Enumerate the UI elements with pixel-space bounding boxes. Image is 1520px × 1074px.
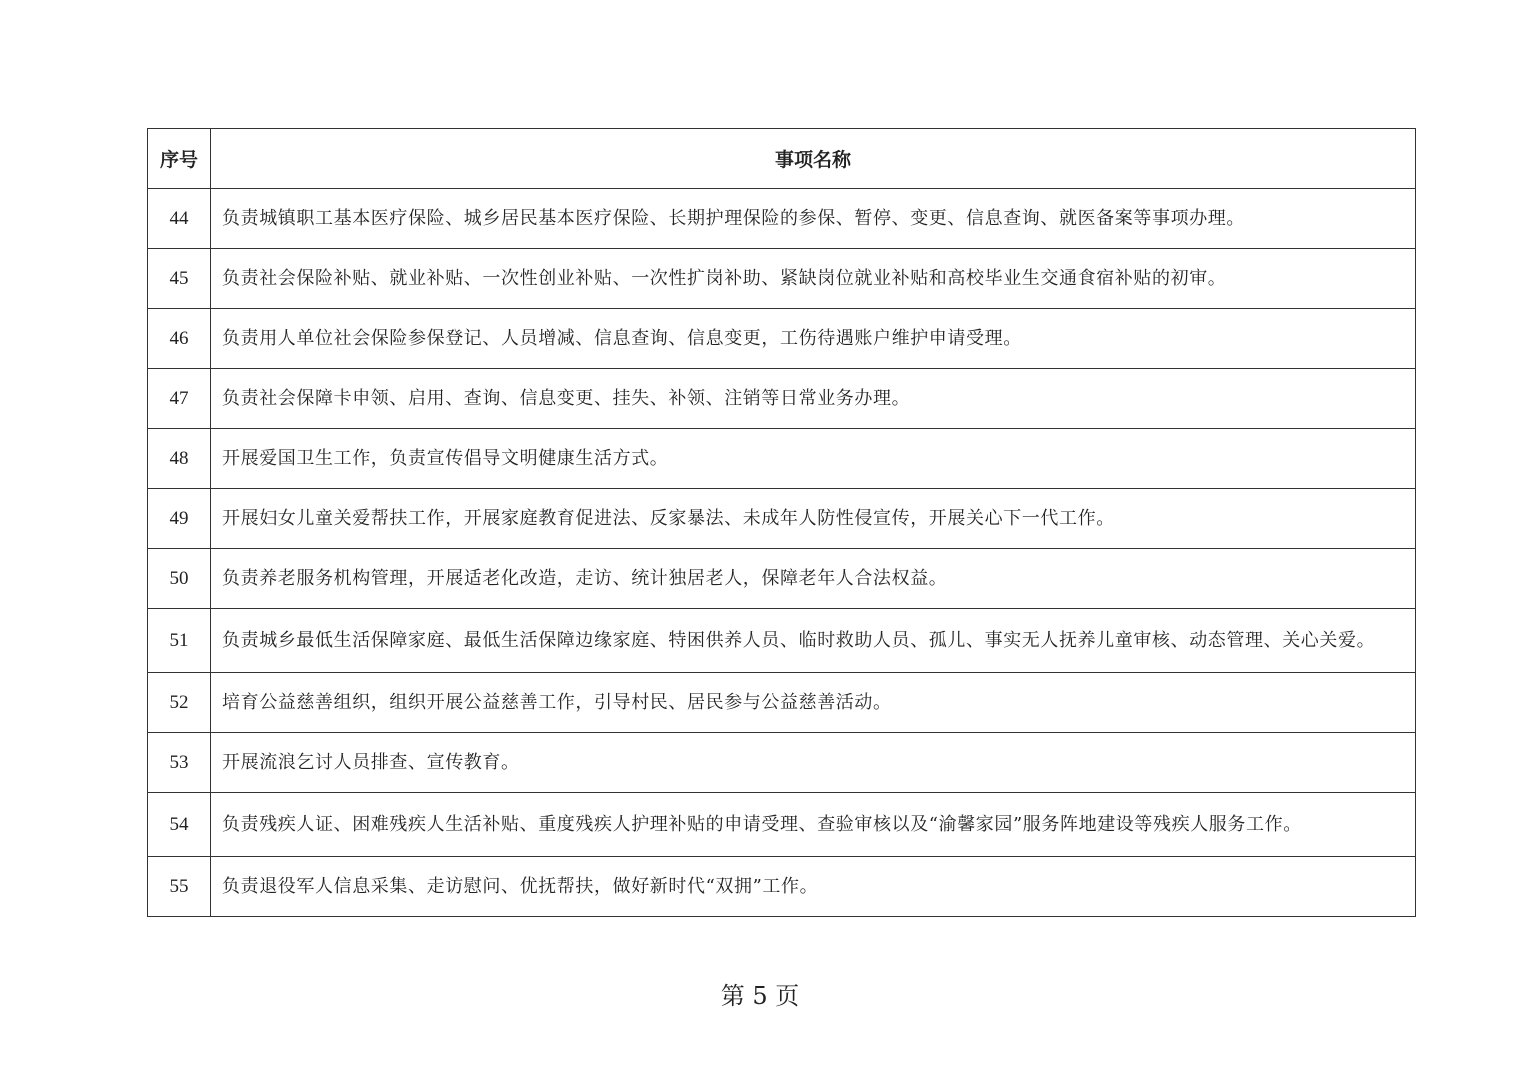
row-number: 50 (148, 549, 211, 609)
header-name: 事项名称 (211, 129, 1416, 189)
row-number: 52 (148, 673, 211, 733)
table-row (148, 369, 1416, 429)
row-name: 培育公益慈善组织，组织开展公益慈善工作，引导村民、居民参与公益慈善活动。 (211, 673, 1416, 733)
table-row (148, 309, 1416, 369)
row-number: 46 (148, 309, 211, 369)
table-row (148, 609, 1416, 673)
matters-table (147, 128, 1416, 917)
table-row (148, 793, 1416, 857)
row-name: 负责用人单位社会保险参保登记、人员增减、信息查询、信息变更，工伤待遇账户维护申请受理。 (211, 309, 1416, 369)
row-name: 负责城镇职工基本医疗保险、城乡居民基本医疗保险、长期护理保险的参保、暂停、变更、信息查询、就医备案等事项办理。 (211, 189, 1416, 249)
table-row (148, 249, 1416, 309)
row-name: 负责城乡最低生活保障家庭、最低生活保障边缘家庭、特困供养人员、临时救助人员、孤儿、事实无人抚养儿童审核、动态管理、关心关爱。 (211, 609, 1416, 673)
table-header-row (148, 129, 1416, 189)
table-row (148, 857, 1416, 917)
row-name: 开展流浪乞讨人员排查、宣传教育。 (211, 733, 1416, 793)
table-row (148, 429, 1416, 489)
row-number: 51 (148, 609, 211, 673)
row-name: 开展爱国卫生工作，负责宣传倡导文明健康生活方式。 (211, 429, 1416, 489)
table-row (148, 549, 1416, 609)
row-number: 48 (148, 429, 211, 489)
row-number: 55 (148, 857, 211, 917)
table-row (148, 673, 1416, 733)
page-number: 第 5 页 (720, 982, 800, 1010)
row-number: 47 (148, 369, 211, 429)
header-number: 序号 (148, 129, 211, 189)
row-number: 53 (148, 733, 211, 793)
row-number: 44 (148, 189, 211, 249)
row-name: 负责退役军人信息采集、走访慰问、优抚帮扶，做好新时代“双拥”工作。 (211, 857, 1416, 917)
row-number: 49 (148, 489, 211, 549)
row-name: 负责养老服务机构管理，开展适老化改造，走访、统计独居老人，保障老年人合法权益。 (211, 549, 1416, 609)
table-row (148, 189, 1416, 249)
row-name: 开展妇女儿童关爱帮扶工作，开展家庭教育促进法、反家暴法、未成年人防性侵宣传，开展关心下一代工作。 (211, 489, 1416, 549)
row-number: 54 (148, 793, 211, 857)
row-name: 负责社会保险补贴、就业补贴、一次性创业补贴、一次性扩岗补助、紧缺岗位就业补贴和高校毕业生交通食宿补贴的初审。 (211, 249, 1416, 309)
row-number: 45 (148, 249, 211, 309)
row-name: 负责社会保障卡申领、启用、查询、信息变更、挂失、补领、注销等日常业务办理。 (211, 369, 1416, 429)
row-name: 负责残疾人证、困难残疾人生活补贴、重度残疾人护理补贴的申请受理、查验审核以及“渝馨家园”服务阵地建设等残疾人服务工作。 (211, 793, 1416, 857)
table-row (148, 733, 1416, 793)
table-row (148, 489, 1416, 549)
